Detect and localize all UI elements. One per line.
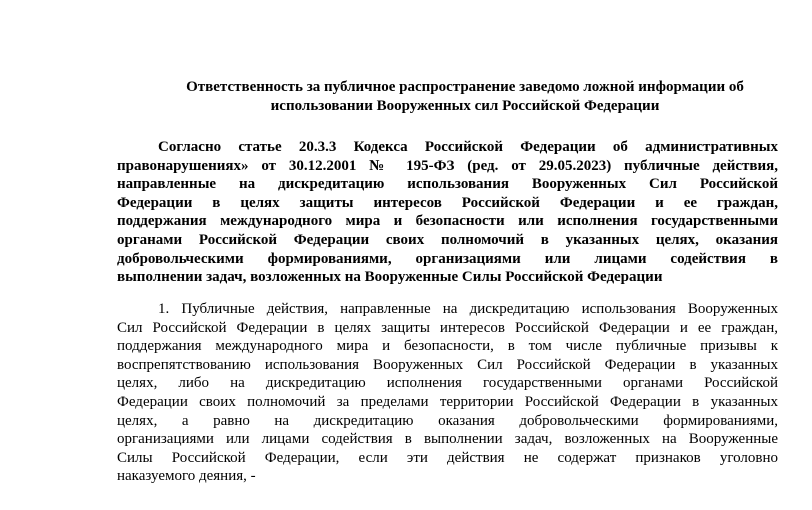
intro-line: правонарушениях» от 30.12.2001 № 195-ФЗ (ред. от 29.05.2023) публичные действия, bbox=[117, 157, 778, 174]
title-line: Ответственность за публичное распространение заведомо ложной информации об bbox=[186, 79, 744, 95]
paragraph-1 bbox=[117, 300, 778, 486]
intro-line: направленные на дискредитацию использования Вооруженных Сил Российской bbox=[117, 176, 778, 193]
document-title bbox=[150, 78, 780, 116]
paragraph-line: Федерации своих полномочий за пределами территории Российской Федерации в указанных bbox=[117, 393, 778, 410]
intro-line: добровольческими формированиями, организациями или лицами содействия в bbox=[117, 250, 778, 267]
paragraph-line: целях, либо на дискредитацию исполнения государственными органами Российской bbox=[117, 375, 778, 392]
paragraph-line: воспрепятствованию использования Вооруженных Сил Российской Федерации в указанных bbox=[117, 356, 778, 373]
paragraph-line: целях, а равно на дискредитацию оказания добровольческими формированиями, bbox=[117, 412, 778, 429]
paragraph-line: организациями или лицами содействия в выполнении задач, возложенных на Вооруженные bbox=[117, 431, 778, 448]
paragraph-line: 1. Публичные действия, направленные на дискредитацию использования Вооруженных bbox=[158, 301, 778, 317]
intro-line: Согласно статье 20.3.3 Кодекса Российской Федерации об административных bbox=[158, 139, 778, 155]
intro-line: Федерации в целях защиты интересов Российской Федерации и ее граждан, bbox=[117, 194, 778, 211]
intro-line: органами Российской Федерации своих полномочий в указанных целях, оказания bbox=[117, 231, 778, 248]
intro-line: выполнении задач, возложенных на Вооруженные Силы Российской Федерации bbox=[117, 269, 663, 286]
paragraph-line: Силы Российской Федерации, если эти действия не содержат признаков уголовно bbox=[117, 449, 778, 466]
paragraph-line: наказуемого деяния, - bbox=[117, 468, 256, 485]
title-line: использовании Вооруженных сил Российской Федерации bbox=[270, 98, 660, 114]
intro-paragraph bbox=[117, 138, 778, 287]
paragraph-line: Сил Российской Федерации в целях защиты интересов Российской Федерации и ее граждан, bbox=[117, 319, 778, 336]
intro-line: поддержания международного мира и безопасности или исполнения государственными bbox=[117, 213, 778, 230]
paragraph-line: поддержания международного мира и безопасности, в том числе публичные призывы к bbox=[117, 338, 778, 355]
